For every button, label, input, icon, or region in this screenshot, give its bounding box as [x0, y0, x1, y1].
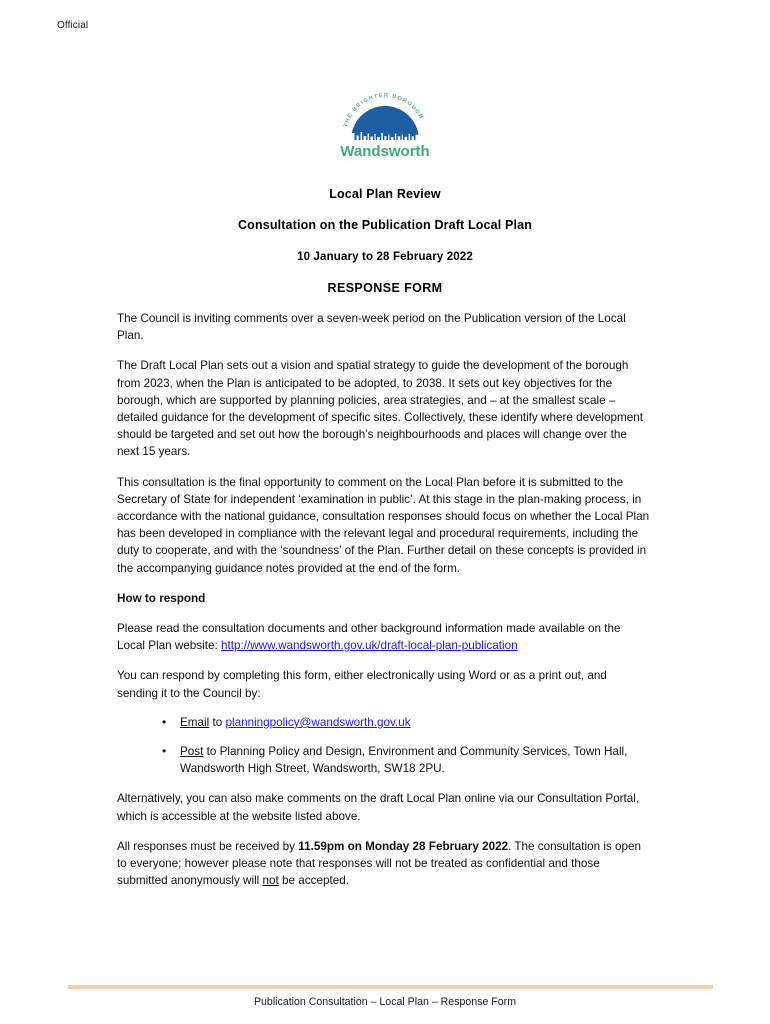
logo-wordmark: Wandsworth: [340, 143, 430, 160]
bullet-icon: •: [162, 714, 167, 729]
deadline-emphasis-not: not: [262, 874, 279, 888]
list-item: [117, 714, 651, 731]
deadline-suffix-text: be accepted.: [278, 874, 349, 888]
website-paragraph-text: Please read the consultation documents and other background information made available on the Local Plan website:: [117, 622, 621, 653]
paragraph-deadline: [117, 838, 651, 890]
bullet-icon: •: [162, 744, 167, 759]
deadline-datetime: 11.59pm on Monday 28 February 2022: [298, 839, 509, 853]
bullet-lead-label: Post: [180, 745, 204, 759]
wandsworth-logo: [333, 92, 437, 164]
page-subtitle: Consultation on the Publication Draft Local Plan: [237, 218, 533, 232]
paragraph-draft-plan: The Draft Local Plan sets out a vision and spatial strategy to guide the development of the borough from 2023, when the Plan is anticipated to be adopted, to 2038. It sets out key objectives for the borough, which are supported by planning policies, area strategies, and – at the smallest scale – detailed guidance for the development of specific sites. Collectively, these identify where development should be targeted and set out how the borough’s neighbourhoods and places will change over the next 15 years.: [117, 359, 644, 459]
deadline-middle-text: . The consultation is open to everyone; however please note that responses will not be treated as confidential and those submitted anonymously will: [117, 839, 642, 888]
deadline-prefix-text: All responses must be received by: [117, 839, 299, 853]
paragraph-respond-methods: You can respond by completing this form, either electronically using Word or as a print out, and sending it to the Council by:: [117, 669, 607, 700]
paragraph-consultation-stage: This consultation is the final opportunity to comment on the Local Plan before it is submitted to the Secretary of State for independent ‘examination in public’. At this stage in the plan-making process, in accordance with the national guidance, consultation responses should focus on whether the Local Plan has been developed in compliance with the relevant legal and procedural requirements, including the duty to cooperate, and with the ‘soundness’ of the Plan. Further detail on these concepts is provided in the accompanying guidance notes provided at the end of the form.: [117, 475, 650, 575]
how-to-respond-heading: How to respond: [117, 591, 206, 605]
form-type-label: RESPONSE FORM: [327, 281, 443, 295]
planning-policy-email-link[interactable]: planningpolicy@wandsworth.gov.uk: [225, 715, 411, 729]
classification-marking: Official: [57, 20, 89, 31]
paragraph-website: [117, 620, 651, 654]
bullet-connector-text: to: [203, 745, 220, 759]
paragraph-intro: The Council is inviting comments over a seven-week period on the Publication version of the Local Plan.: [117, 312, 626, 343]
footer-divider: [68, 985, 713, 989]
local-plan-website-link[interactable]: http://www.wandsworth.gov.uk/draft-local-plan-publication: [220, 639, 518, 653]
logo-arc-text: THE BRIGHTER BOROUGH: [343, 92, 425, 129]
page-title: Local Plan Review: [329, 187, 441, 201]
respond-methods-list: [117, 714, 651, 778]
document-headings: [0, 186, 770, 296]
consultation-dates: 10 January to 28 February 2022: [297, 251, 473, 263]
bullet-lead-label: Email: [180, 715, 210, 729]
list-item: [117, 743, 651, 777]
paragraph-consultation-portal: Alternatively, you can also make comments on the draft Local Plan online via our Consultation Portal, which is accessible at the website listed above.: [117, 792, 640, 823]
footer-text: Publication Consultation – Local Plan – Response Form: [253, 996, 517, 1008]
bullet-connector-text: to: [209, 715, 226, 729]
logo-container: [0, 92, 770, 164]
postal-address-text: Planning Policy and Design, Environment and Community Services, Town Hall, Wandsworth High Street, Wandsworth, SW18 2PU.: [180, 745, 628, 776]
logo-dome-shape: [351, 106, 419, 140]
document-body: [117, 310, 651, 902]
